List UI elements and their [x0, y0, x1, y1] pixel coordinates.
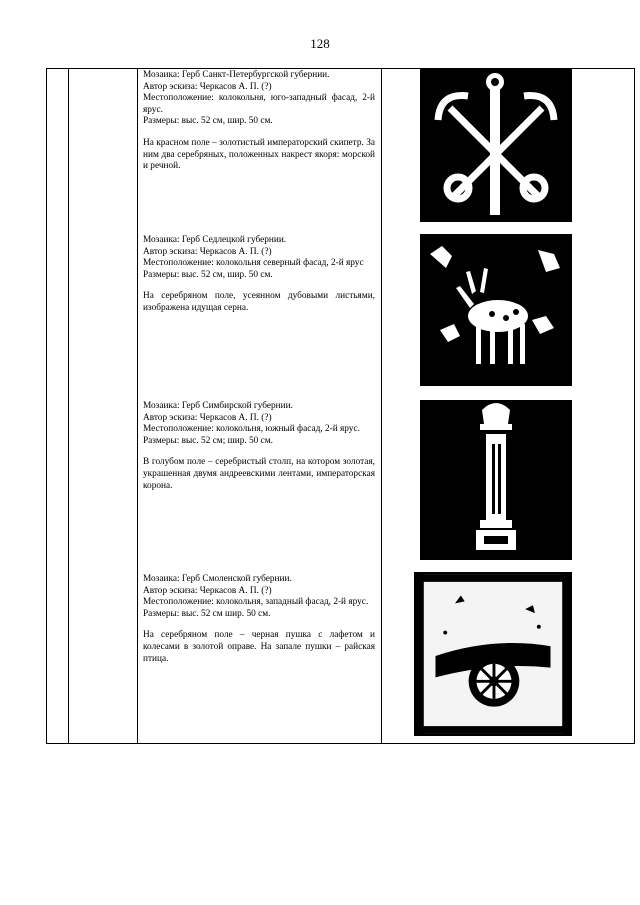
- catalog-entry: [143, 401, 375, 492]
- entry-description: В голубом поле – серебристый столп, на котором золотая, украшенная двумя андреевскими лентами, императорская корона.: [143, 457, 375, 491]
- entry-title: Мозаика: Герб Смоленской губернии.: [143, 574, 292, 584]
- table-left-border: [46, 68, 47, 743]
- chamois-oak-leaves-photo: [420, 234, 572, 386]
- entry-author: Автор эскиза: Черкасов А. П. (?): [143, 585, 272, 596]
- row-separator: [382, 226, 634, 227]
- table-column-divider: [381, 68, 382, 743]
- catalog-entry: [143, 574, 375, 665]
- entry-title: Мозаика: Герб Санкт-Петербургской губернии.: [143, 70, 330, 80]
- entry-location: Местоположение: колокольня, южный фасад, 2-й ярус.: [143, 424, 360, 435]
- table-column-divider: [137, 68, 138, 743]
- entry-location: Местоположение: колокольня, западный фасад, 2-й ярус.: [143, 597, 369, 608]
- table-column-divider: [68, 68, 69, 743]
- cannon-bird-photo: [414, 572, 572, 736]
- crossed-anchors-sceptre-photo: [420, 68, 572, 222]
- entry-author: Автор эскиза: Черкасов А. П. (?): [143, 246, 272, 257]
- entry-author: Автор эскиза: Черкасов А. П. (?): [143, 412, 272, 423]
- column-crown-photo: [420, 400, 572, 560]
- entry-author: Автор эскиза: Черкасов А. П. (?): [143, 81, 272, 92]
- entry-size: Размеры: выс. 52 см; шир. 50 см.: [143, 435, 273, 446]
- entry-size: Размеры: выс. 52 см, шир. 50 см.: [143, 269, 273, 280]
- catalog-entry: [143, 235, 375, 315]
- entry-location: Местоположение: колокольня северный фасад, 2-й ярус: [143, 258, 364, 269]
- entry-description: На серебряном поле – черная пушка с лафетом и колесами в золотой оправе. На запале пушки – райская птица.: [143, 630, 375, 664]
- entry-size: Размеры: выс. 52 см шир. 50 см.: [143, 608, 271, 619]
- table-bottom-border: [46, 743, 635, 744]
- entry-title: Мозаика: Герб Седлецкой губернии.: [143, 235, 287, 245]
- entry-description: На серебряном поле, усеянном дубовыми листьями, изображена идущая серна.: [143, 291, 375, 313]
- catalog-entry: [143, 70, 375, 173]
- entry-title: Мозаика: Герб Симбирской губернии.: [143, 401, 293, 411]
- entry-location: Местоположение: колокольня, юго-западный фасад, 2-й ярус.: [143, 93, 375, 115]
- entry-description: На красном поле – золотистый императорский скипетр. За ним два серебряных, положенных накрест якоря: морской и речной.: [143, 137, 375, 172]
- table-right-border: [634, 68, 635, 743]
- entry-size: Размеры: выс. 52 см, шир. 50 см.: [143, 116, 273, 127]
- page-number: 128: [310, 36, 330, 51]
